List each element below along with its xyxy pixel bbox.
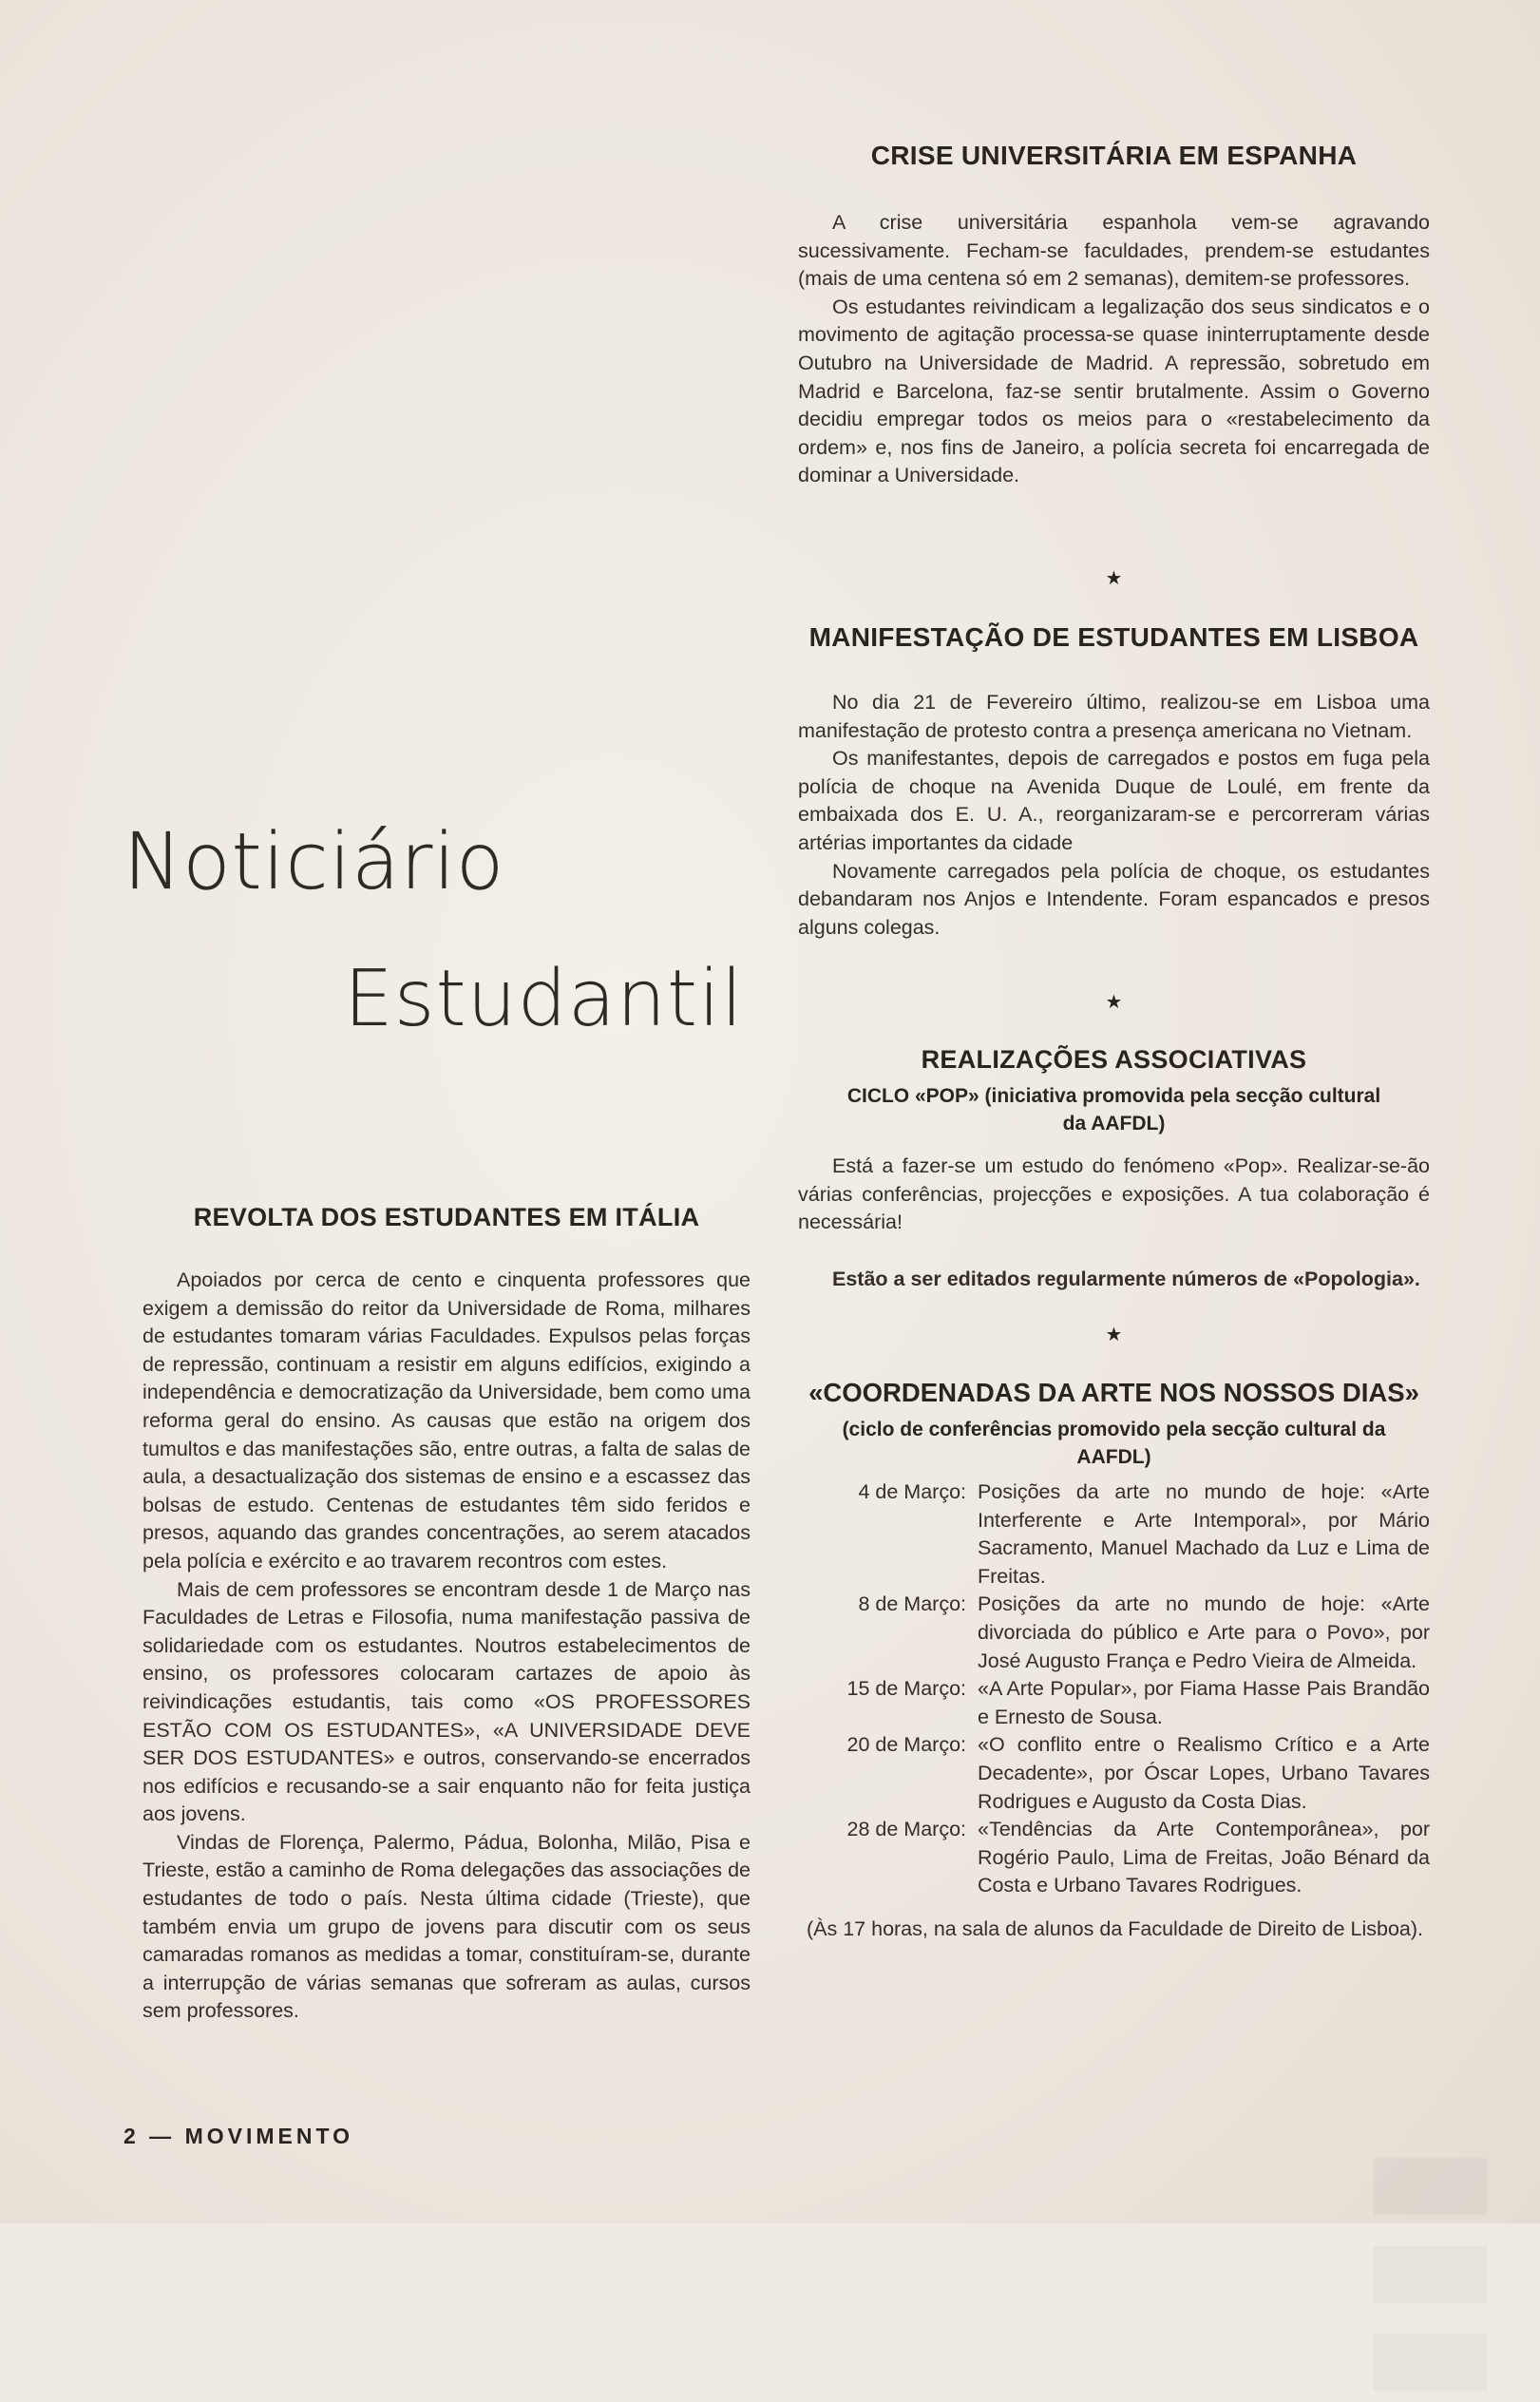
background-watermark: ▮▮▮: [1341, 2138, 1499, 2402]
coordenadas-subheading: (ciclo de conferências promovido pela secção cultural da AAFDL): [842, 1419, 1386, 1468]
star-separator-icon: ★: [1105, 568, 1123, 589]
lisboa-paragraph-2: Os manifestantes, depois de carregados e postos em fuga pela polícia de choque na Avenida Duque de Loulé, em frente da embaixada dos E. U. A., reorganizaram-se e percorreram várias artérias importantes da cidade: [798, 747, 1430, 854]
schedule-date: 8 de Março:: [858, 1592, 966, 1616]
star-separator-icon: ★: [1105, 1325, 1123, 1345]
schedule-date: 28 de Março:: [846, 1818, 966, 1841]
schedule-row: [798, 1731, 1430, 1816]
lisboa-paragraph-1: No dia 21 de Fevereiro último, realizou-se em Lisboa uma manifestação de protesto contra a presença americana no Vietnam.: [798, 691, 1430, 742]
italia-heading: REVOLTA DOS ESTUDANTES EM ITÁLIA: [193, 1203, 700, 1231]
schedule-text: Posições da arte no mundo de hoje: «Arte divorciada do público e Arte para o Povo», por José Augusto França e Pedro Vieira de Almeida.: [978, 1592, 1430, 1672]
spain-paragraph-1: A crise universitária espanhola vem-se agravando sucessivamente. Fecham-se faculdades, prendem-se estudantes (mais de uma centena só em 2 semanas), demitem-se professores.: [798, 211, 1430, 291]
realizacoes-subheading: CICLO «POP» (iniciativa promovida pela secção cultural da AAFDL): [846, 1085, 1381, 1134]
page-title-line2: Estudantil: [344, 954, 744, 1044]
section-lisboa: [798, 622, 1430, 942]
realizacoes-heading: REALIZAÇÕES ASSOCIATIVAS: [921, 1045, 1307, 1074]
lisboa-paragraph-3: Novamente carregados pela polícia de choque, os estudantes debandaram nos Anjos e Intendente. Foram espancados e presos alguns colegas.: [798, 859, 1430, 939]
section-italia: [143, 1203, 751, 2026]
schedule-row: [798, 1478, 1430, 1591]
spain-heading: CRISE UNIVERSITÁRIA EM ESPANHA: [870, 141, 1358, 170]
schedule-row: [798, 1816, 1430, 1900]
star-separator-icon: ★: [1105, 992, 1123, 1013]
lisboa-heading: MANIFESTAÇÃO DE ESTUDANTES EM LISBOA: [808, 622, 1419, 652]
realizacoes-bold-note: Estão a ser editados regularmente números de «Popologia».: [832, 1267, 1420, 1290]
section-realizacoes: [798, 1045, 1430, 1293]
conference-schedule: [798, 1478, 1430, 1900]
section-spain: [798, 141, 1430, 490]
schedule-row: [798, 1591, 1430, 1675]
spain-paragraph-2: Os estudantes reivindicam a legalização dos seus sindicatos e o movimento de agitação processa-se quase ininterruptamente desde Outubro na Universidade de Madrid. A repressão, sobretudo em Madrid e Barcelona, faz-se sentir brutalmente. Assim o Governo decidiu empregar todos os meios para o «restabelecimento da ordem» e, nos fins de Janeiro, a polícia secreta foi encarregada de dominar a Universidade.: [798, 295, 1430, 487]
realizacoes-paragraph: Está a fazer-se um estudo do fenómeno «Pop». Realizar-se-ão várias conferências, projecções e exposições. A tua colaboração é necessária!: [798, 1154, 1430, 1234]
schedule-text: «O conflito entre o Realismo Crítico e a Arte Decadente», por Óscar Lopes, Urbano Tavares Rodrigues e Augusto da Costa Dias.: [978, 1733, 1430, 1813]
schedule-text: Posições da arte no mundo de hoje: «Arte Interferente e Arte Intemporal», por Mário Sacramento, Manuel Machado da Luz e Lima de Freitas.: [978, 1480, 1430, 1588]
page-footer: 2 — MOVIMENTO: [124, 2124, 353, 2148]
italia-paragraph-1: Apoiados por cerca de cento e cinquenta professores que exigem a demissão do reitor da Universidade de Roma, milhares de estudantes tomaram várias Faculdades. Expulsos pelas forças de repressão, continuam a resistir em alguns edifícios, exigindo a independência e democratização da Universidade, bem como uma reforma geral do ensino. As causas que estão na origem dos tumultos e das manifestações são, entre outras, a falta de salas de aula, a desactualização dos sistemas de ensino e a escassez das bolsas de estudo. Centenas de estudantes têm sido feridos e presos, aquando das grandes concentrações, ao serem atacados pela polícia e exército e ao travarem recontros com estes.: [143, 1268, 751, 1573]
italia-paragraph-2: Mais de cem professores se encontram desde 1 de Março nas Faculdades de Letras e Filosofia, numa manifestação passiva de solidariedade com os estudantes. Noutros estabelecimentos de ensino, os professores colocaram cartazes de apoio às reivindicações estudantis, tais como «OS PROFESSORES ESTÃO COM OS ESTUDANTES», «A UNIVERSIDADE DEVE SER DOS ESTUDANTES» e outros, conservando-se encerrados nos edifícios e recusando-se a sair enquanto não for feita justiça aos jovens.: [143, 1577, 751, 1826]
coordenadas-note: (Às 17 horas, na sala de alunos da Faculdade de Direito de Lisboa).: [807, 1916, 1423, 1940]
schedule-text: «A Arte Popular», por Fiama Hasse Pais Brandão e Ernesto de Sousa.: [978, 1677, 1430, 1728]
italia-paragraph-3: Vindas de Florença, Palermo, Pádua, Bolonha, Milão, Pisa e Trieste, estão a caminho de Roma delegações das associações de estudantes de todo o país. Nesta última cidade (Trieste), que também envia um grupo de jovens para discutir com os seus camaradas romanos as medidas a tomar, constituíram-se, durante a interrupção de várias semanas que sofreram as aulas, cursos sem professores.: [143, 1830, 751, 2023]
schedule-date: 20 de Março:: [846, 1733, 966, 1757]
schedule-date: 15 de Março:: [846, 1677, 966, 1701]
section-coordenadas: [798, 1378, 1430, 1944]
schedule-date: 4 de Março:: [858, 1480, 966, 1503]
page-title-line1: Noticiário: [124, 817, 505, 907]
coordenadas-heading: «COORDENADAS DA ARTE NOS NOSSOS DIAS»: [808, 1378, 1419, 1407]
schedule-text: «Tendências da Arte Contemporânea», por Rogério Paulo, Lima de Freitas, João Bénard da Costa e Urbano Tavares Rodrigues.: [978, 1818, 1430, 1897]
schedule-row: [798, 1675, 1430, 1731]
